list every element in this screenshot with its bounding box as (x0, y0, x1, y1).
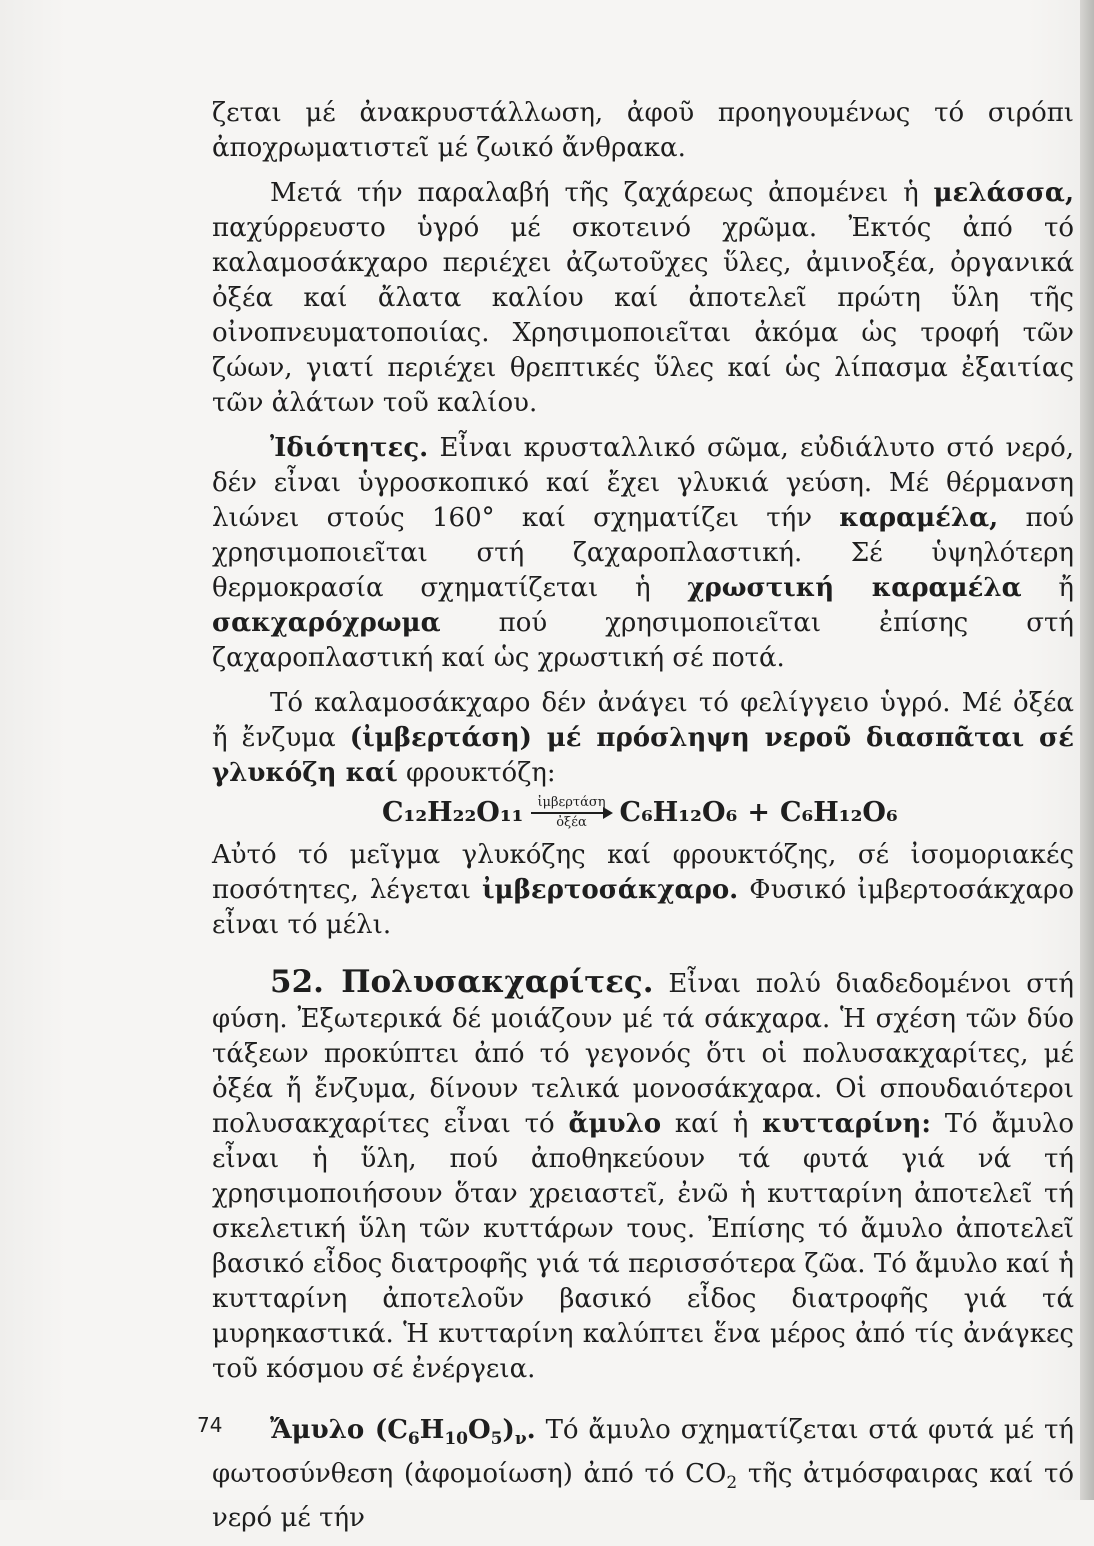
term-saccharochrome: σακχαρόχρωμα (212, 608, 441, 638)
paragraph-1 (212, 96, 1074, 166)
term-starch: ἄμυλο (568, 1109, 662, 1139)
paragraph-hydrolysis (212, 686, 1074, 791)
arrow-label-below: ὀξέα (556, 814, 587, 830)
text-run: καί ἡ (661, 1109, 763, 1139)
subscript: 10 (444, 1429, 469, 1450)
paragraph-polysaccharides (212, 965, 1074, 1387)
chemical-equation (382, 795, 1074, 830)
equation-product-1: C₆H₁₂O₆ (619, 797, 738, 828)
text-run: Τό ἄμυλο σχηματίζεται στά φυτά μέ τή φωτοσύνθεση (ἀφομοίωση) ἀπό τό CO (212, 1415, 1074, 1490)
text-run: Μετά τήν παραλαβή τῆς ζαχάρεως ἀπομένει ἡ (270, 178, 934, 208)
text-run: Εἶναι πολύ διαδεδομένοι στή φύση. Ἐξωτερικά δέ μοιάζουν μέ τά σάκχαρα. Ἡ σχέση τῶν δύο τάξεων προκύπτει ἀπό τό γεγονός ὅτι οἱ πολυσακχαρίτες, μέ ὀξέα ἤ ἔνζυμα, δίνουν τελικά μονοσάκχαρα. Οἱ σπουδαιότεροι πολυσακχαρίτες εἶναι τό (212, 969, 1074, 1139)
subheading-starch (270, 1415, 536, 1450)
text-run: H (419, 1415, 445, 1445)
paragraph-melassa (212, 176, 1074, 421)
text-run: πού χρησιμοποιεῖται στή ζαχαροπλαστική. Σέ ὑψηλότερη θερμοκρασία σχηματίζεται ἡ (212, 503, 1075, 603)
text-run: Εἶναι κρυσταλλικό σῶμα, εὐδιάλυτο στό νερό, δέν εἶναι ὑγροσκοπικό καί ἔχει γλυκιά γεύση. Μέ θέρμανση λιώνει στούς 160° καί σχηματίζει τήν (212, 433, 1074, 533)
page-edge (1080, 0, 1094, 1500)
text-run: ἤ (1021, 573, 1075, 603)
subscript: 5 (490, 1429, 503, 1450)
section-heading-52: 52. Πολυσακχαρίτες. (270, 964, 654, 1000)
text-run: Τό καλαμοσάκχαρο δέν ἀνάγει τό φελίγγειο ὑγρό. Μέ ὀξέα ἤ ἔνζυμα (212, 688, 1074, 753)
term-melassa: μελάσσα, (933, 178, 1074, 208)
subscript: 2 (726, 1473, 738, 1494)
subscript: ν (514, 1429, 527, 1450)
arrow-line (531, 812, 611, 814)
text-run: . (526, 1415, 536, 1445)
term-invertase: (ἰμβερτάση) μέ πρόσληψη νεροῦ διασπᾶται σέ γλυκόζη καί (212, 723, 1074, 788)
paragraph-starch (212, 1413, 1074, 1536)
text-run: παχύρρευστο ὑγρό μέ σκοτεινό χρῶμα. Ἐκτός ἀπό τό καλαμοσάκχαρο περιέχει ἀζωτοῦχες ὕλες, ἀμινοξέα, ὀργανικά ὀξέα καί ἄλατα καλίου καί ἀποτελεῖ πρώτη ὕλη τῆς οἰνοπνευματοποιίας. Χρησιμοποιεῖται ἀκόμα ὡς τροφή τῶν ζώων, γιατί περιέχει θρεπτικές ὕλες καί ὡς λίπασμα ἐξαιτίας τῶν ἀλάτων τοῦ καλίου. (212, 213, 1074, 418)
subheading-properties: Ἰδιότητες. (270, 433, 429, 463)
text-run: O (468, 1415, 491, 1445)
term-cellulose: κυτταρίνη: (762, 1109, 932, 1139)
paragraph-invert-sugar (212, 838, 1074, 943)
arrow-label-above: ἰμβερτάση (537, 794, 606, 810)
text-run: πού χρησιμοποιεῖται ἐπίσης στή ζαχαροπλαστική καί ὡς χρωστική σέ ποτά. (212, 608, 1074, 673)
text-run: ζεται μέ ἀνακρυστάλλωση, ἀφοῦ προηγουμένως τό σιρόπι ἀποχρωματιστεῖ μέ ζωικό ἄνθρακα. (212, 98, 1074, 163)
term-caramel: καραμέλα, (839, 503, 999, 533)
page-number: 74 (197, 1413, 223, 1437)
text-run: τῆς ἀτμόσφαιρας καί τό νερό μέ τήν (212, 1459, 1074, 1534)
text-run: Φυσικό ἰμβερτοσάκχαρο εἶναι τό μέλι. (212, 875, 1074, 940)
equation-reactant: C₁₂H₂₂O₁₁ (382, 797, 524, 828)
text-run: Τό ἄμυλο εἶναι ἡ ὕλη, πού ἀποθηκεύουν τά φυτά γιά νά τή χρησιμοποιήσουν ὅταν χρειαστεῖ, ἐνῶ ἡ κυτταρίνη ἀποτελεῖ τή σκελετική ὕλη τῶν κυττάρων τους. Ἐπίσης τό ἄμυλο ἀποτελεῖ βασικό εἶδος διατροφῆς γιά τά περισσότερα ζῶα. Τό ἄμυλο καί ἡ κυτταρίνη ἀποτελοῦν βασικό εἶδος διατροφῆς γιά τά μυρηκαστικά. Ἡ κυτταρίνη καλύπτει ἕνα μέρος ἀπό τίς ἀνάγκες τοῦ κόσμου σέ ἐνέργεια. (212, 1109, 1075, 1384)
text-run: ) (502, 1415, 515, 1445)
term-color-caramel: χρωστική καραμέλα (687, 573, 1022, 603)
equation-plus: + (747, 797, 770, 828)
body-text (212, 96, 1074, 1546)
subscript: 6 (407, 1429, 420, 1450)
paragraph-properties (212, 431, 1074, 676)
equation-product-2: C₆H₁₂O₆ (779, 797, 898, 828)
term-invert-sugar: ἰμβερτοσάκχαρο. (481, 875, 739, 905)
text-run: Αὐτό τό μεῖγμα γλυκόζης καί φρουκτόζης, σέ ἰσομοριακές ποσότητες, λέγεται (212, 840, 1074, 905)
reaction-arrow (531, 796, 611, 830)
text-run: φρουκτόζη: (397, 758, 556, 788)
text-run: Ἄμυλο (C (270, 1415, 408, 1445)
